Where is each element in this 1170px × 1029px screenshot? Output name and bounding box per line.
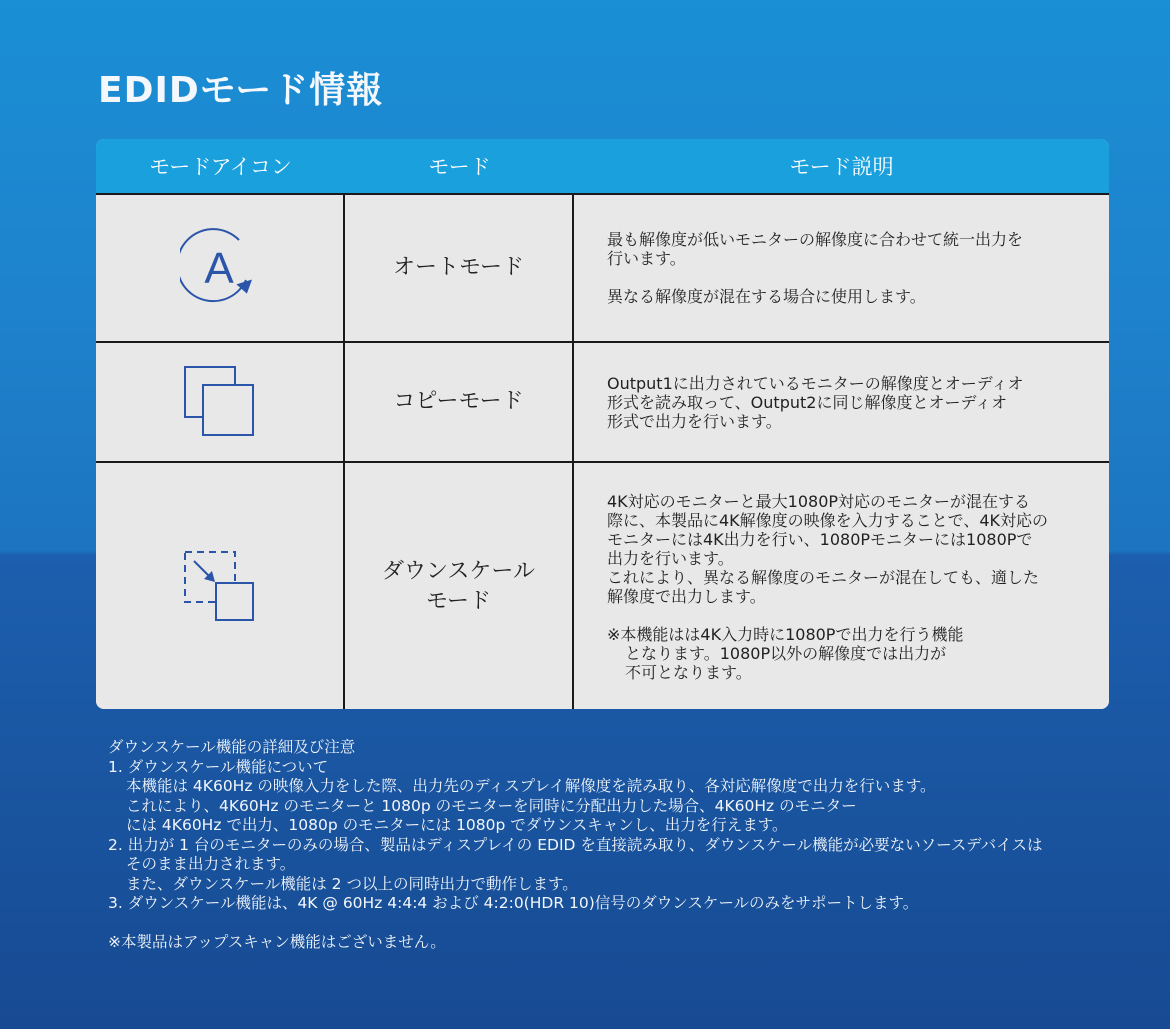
copy-mode-icon-cell (96, 343, 345, 461)
downscale-mode-icon-cell (96, 463, 345, 709)
copy-mode-icon (182, 364, 258, 440)
note-2-line: そのまま出力されます。 (126, 855, 296, 873)
note-2-title: 2. 出力が 1 台のモニターのみの場合、製品はディスプレイの EDID を直接読み取り、ダウンスケール機能が必要ないソースデバイスは (108, 835, 1043, 854)
header-mode-description: モード説明 (789, 155, 894, 179)
mode-desc-downscale: 4K対応のモニターと最大1080P対応のモニターが混在する 際に、本製品に4K解像度の映像を入力することで、4K対応の モニターには4K出力を行い、1080Pモニターには1080Pで 出力を行います。 これにより、異なる解像度のモニターが混在しても、適した 解像度で出力します。 ※本機能はは4K入力時に1080Pで出力を行う機能 となります。1080P以外の解像度では出力が 不可となります。 (607, 492, 1049, 682)
note-1-line: 本機能は 4K60Hz の映像入力をした際、出力先のディスプレイ解像度を読み取り、各対応解像度で出力を行います。 (126, 777, 936, 795)
table-row-copy (96, 341, 1109, 461)
note-1-line: これにより、4K60Hz のモニターと 1080p のモニターを同時に分配出力した場合、4K60Hz のモニター (126, 796, 857, 815)
notes-heading: ダウンスケール機能の詳細及び注意 (108, 738, 356, 756)
auto-mode-icon-cell (96, 195, 345, 341)
note-1-line: には 4K60Hz で出力、1080p のモニターには 1080p でダウンスキャンし、出力を行えます。 (126, 816, 788, 834)
notes-spacer (108, 914, 1158, 934)
mode-name-downscale: ダウンスケール モード (345, 463, 574, 709)
no-upscan-note: ※本製品はアップスキャン機能はございません。 (108, 933, 446, 951)
page-title: EDIDモード情報 (98, 70, 384, 111)
edid-mode-table (96, 139, 1109, 709)
svg-text:A: A (203, 244, 234, 293)
table-header (96, 139, 1109, 193)
downscale-notes (108, 738, 1158, 953)
header-mode: モード (428, 155, 491, 179)
table-row-downscale (96, 461, 1109, 709)
note-2-line: また、ダウンスケール機能は 2 つ以上の同時出力で動作します。 (126, 874, 578, 893)
mode-name-copy: コピーモード (345, 343, 574, 461)
table-row-auto (96, 193, 1109, 341)
downscale-mode-icon (182, 549, 258, 625)
note-3-title: 3. ダウンスケール機能は、4K @ 60Hz 4:4:4 および 4:2:0(HDR 10)信号のダウンスケールのみをサポートします。 (108, 894, 919, 912)
note-1-title: 1. ダウンスケール機能について (108, 757, 329, 776)
header-mode-icon: モードアイコン (149, 155, 292, 179)
auto-mode-icon (180, 228, 260, 308)
mode-desc-auto: 最も解像度が低いモニターの解像度に合わせて統一出力を 行います。 異なる解像度が混在する場合に使用します。 (607, 230, 1024, 306)
mode-desc-copy: Output1に出力されているモニターの解像度とオーディオ 形式を読み取って、Output2に同じ解像度とオーディオ 形式で出力を行います。 (607, 373, 1024, 431)
mode-name-auto: オートモード (345, 195, 574, 341)
